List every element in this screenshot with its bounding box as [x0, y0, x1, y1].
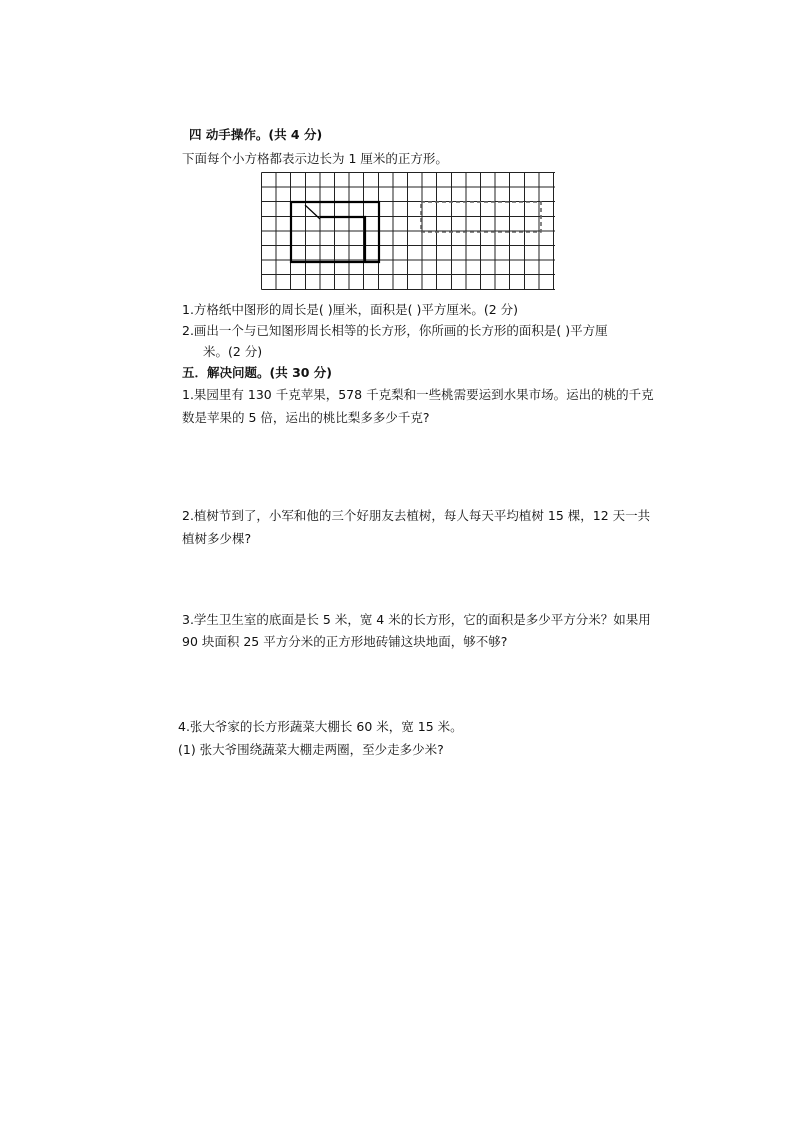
section-5-heading: 五．解决问题。(共 30 分) [182, 365, 333, 380]
problem-2-line2: 植树多少棵? [182, 531, 252, 546]
question-4-1: 1.方格纸中图形的周长是( )厘米，面积是( )平方厘米。(2 分) [182, 302, 519, 317]
section-4-heading: 四 动手操作。(共 4 分) [189, 127, 323, 142]
square-grid-figure [261, 172, 555, 292]
problem-4-subquestion-1: (1) 张大爷围绕蔬菜大棚走两圈，至少走多少米? [178, 742, 444, 757]
problem-4-line1: 4.张大爷家的长方形蔬菜大棚长 60 米，宽 15 米。 [178, 719, 463, 734]
question-4-2-line2: 米。(2 分) [203, 344, 263, 359]
problem-2-line1: 2.植树节到了，小军和他的三个好朋友去植树，每人每天平均植树 15 棵，12 天一共 [182, 508, 651, 523]
section-4-intro: 下面每个小方格都表示边长为 1 厘米的正方形。 [182, 151, 448, 166]
problem-3-line2: 90 块面积 25 平方分米的正方形地砖铺这块地面，够不够? [182, 634, 508, 649]
pencil-stroke [305, 205, 320, 219]
problem-1-line1: 1.果园里有 130 千克苹果，578 千克梨和一些桃需要运到水果市场。运出的桃的千克 [182, 387, 654, 402]
problem-3-line1: 3.学生卫生室的底面是长 5 米，宽 4 米的长方形，它的面积是多少平方分米？如果用 [182, 612, 651, 627]
given-rectangle-inner [320, 217, 365, 262]
question-4-2-line1: 2.画出一个与已知图形周长相等的长方形，你所画的长方形的面积是( )平方厘 [182, 323, 608, 338]
problem-1-line2: 数是苹果的 5 倍，运出的桃比梨多多少千克? [182, 410, 430, 425]
